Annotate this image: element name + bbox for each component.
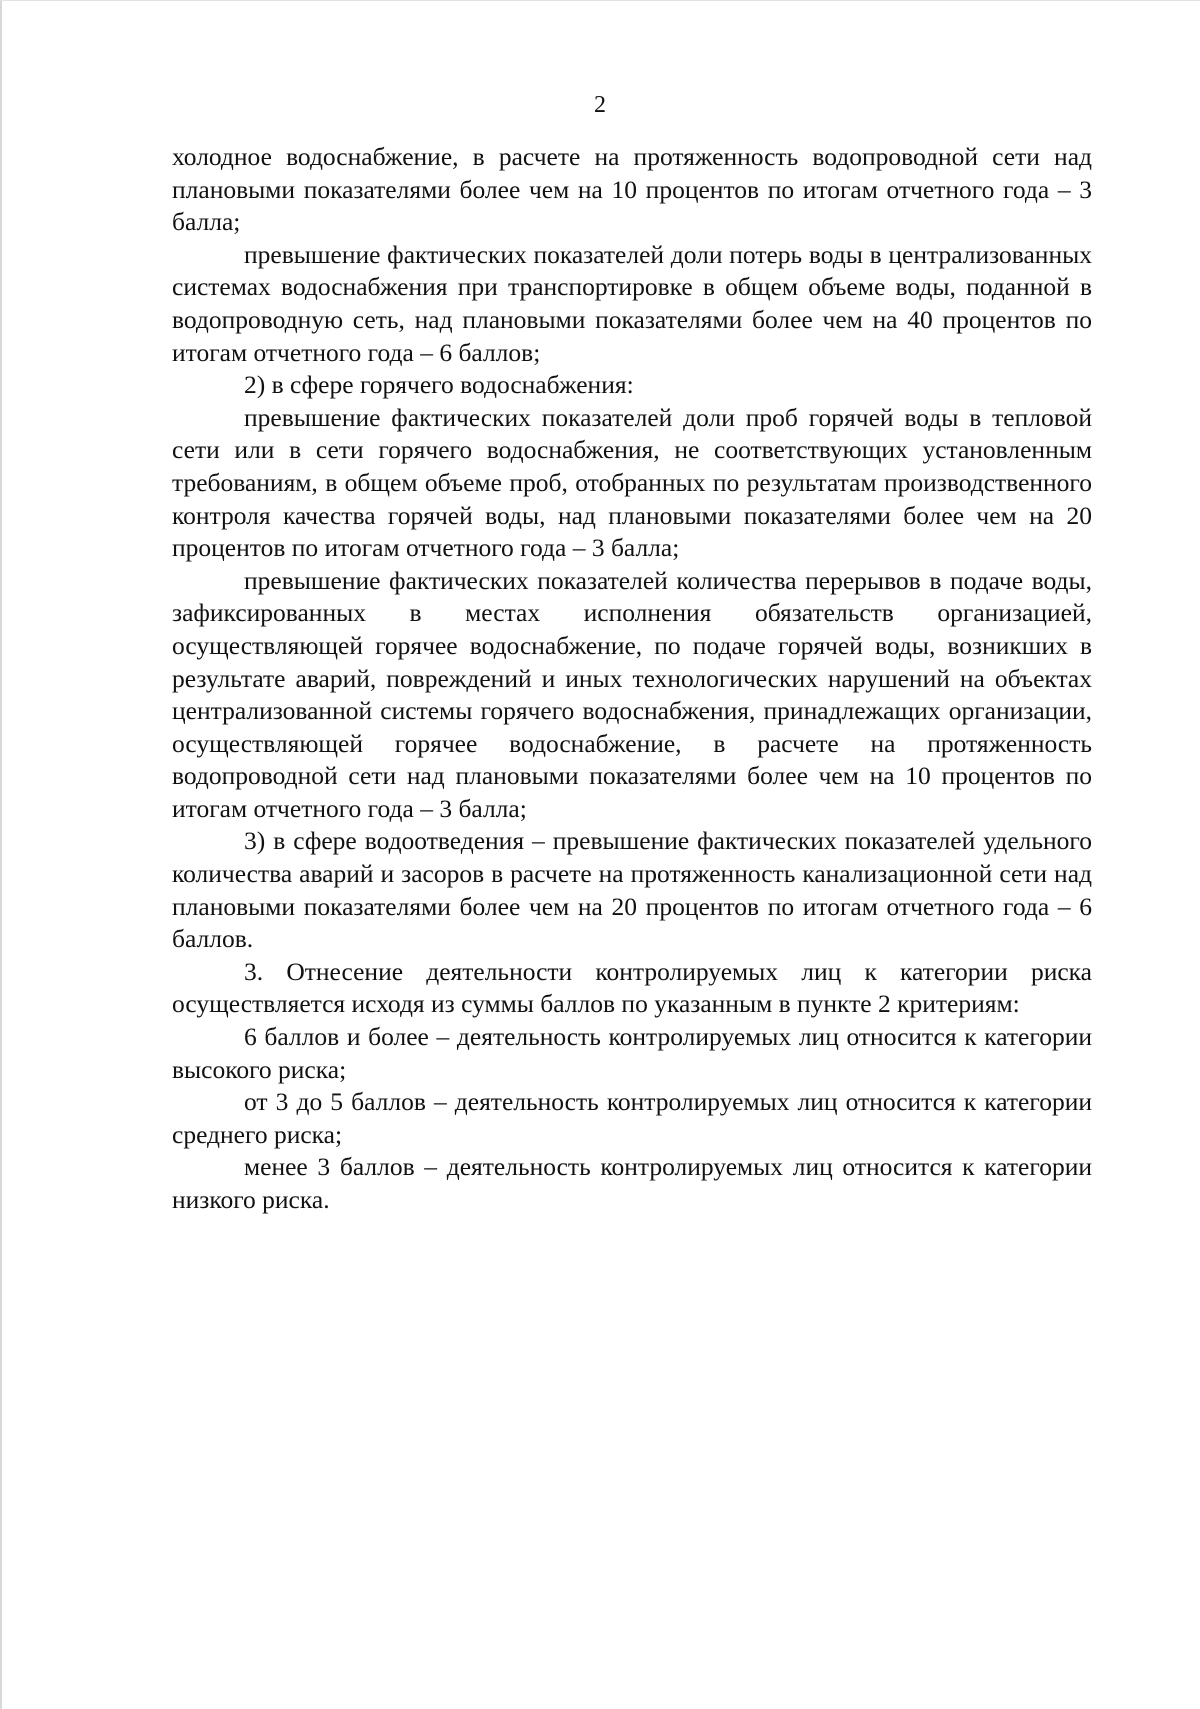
paragraph: превышение фактических показателей доли потерь воды в централизованных системах водоснабжения при транспортировке в общем объеме воды, поданной в водопроводную сеть, над плановыми показателями более чем на 40 процентов по итогам отчетного года – 6 баллов; <box>172 239 1092 367</box>
paragraph: от 3 до 5 баллов – деятельность контролируемых лиц относится к категории среднего риска; <box>172 1087 1092 1149</box>
scan-edge-left <box>0 0 2 1709</box>
document-body <box>172 141 1092 1217</box>
paragraph: 3. Отнесение деятельности контролируемых лиц к категории риска осуществляется исходя из суммы баллов по указанным в пункте 2 критериям: <box>172 956 1092 1019</box>
paragraph: 2) в сфере горячего водоснабжения: <box>244 370 634 400</box>
paragraph: превышение фактических показателей количества перерывов в подаче воды, зафиксированных в местах исполнения обязательств организацией, осуществляющей горячее водоснабжение, по подаче горячей воды, возникших в результате аварий, повреждений и иных технологических нарушений на объектах централизованной системы горячего водоснабжения, принадлежащих организации, осуществляющей горячее водоснабжение, в расчете на протяженность водопроводной сети над плановыми показателями более чем на 10 процентов по итогам отчетного года – 3 балла; <box>172 565 1092 823</box>
paragraph: превышение фактических показателей доли проб горячей воды в тепловой сети или в сети горячего водоснабжения, не соответствующих установленным требованиям, в общем объеме проб, отобранных по результатам производственного контроля качества горячей воды, над плановыми показателями более чем на 20 процентов по итогам отчетного года – 3 балла; <box>172 402 1092 563</box>
scan-edge-top <box>0 0 1200 1</box>
page-number: 2 <box>594 92 606 118</box>
paragraph: холодное водоснабжение, в расчете на протяженность водопроводной сети над плановыми показателями более чем на 10 процентов по итогам отчетного года – 3 балла; <box>172 142 1092 237</box>
paragraph: менее 3 баллов – деятельность контролируемых лиц относится к категории низкого риска. <box>172 1152 1092 1214</box>
paragraph: 3) в сфере водоотведения – превышение фактических показателей удельного количества аварий и засоров в расчете на протяженность канализационной сети над плановыми показателями более чем на 20 процентов по итогам отчетного года – 6 баллов. <box>172 826 1092 954</box>
paragraph: 6 баллов и более – деятельность контролируемых лиц относится к категории высокого риска; <box>172 1022 1092 1084</box>
